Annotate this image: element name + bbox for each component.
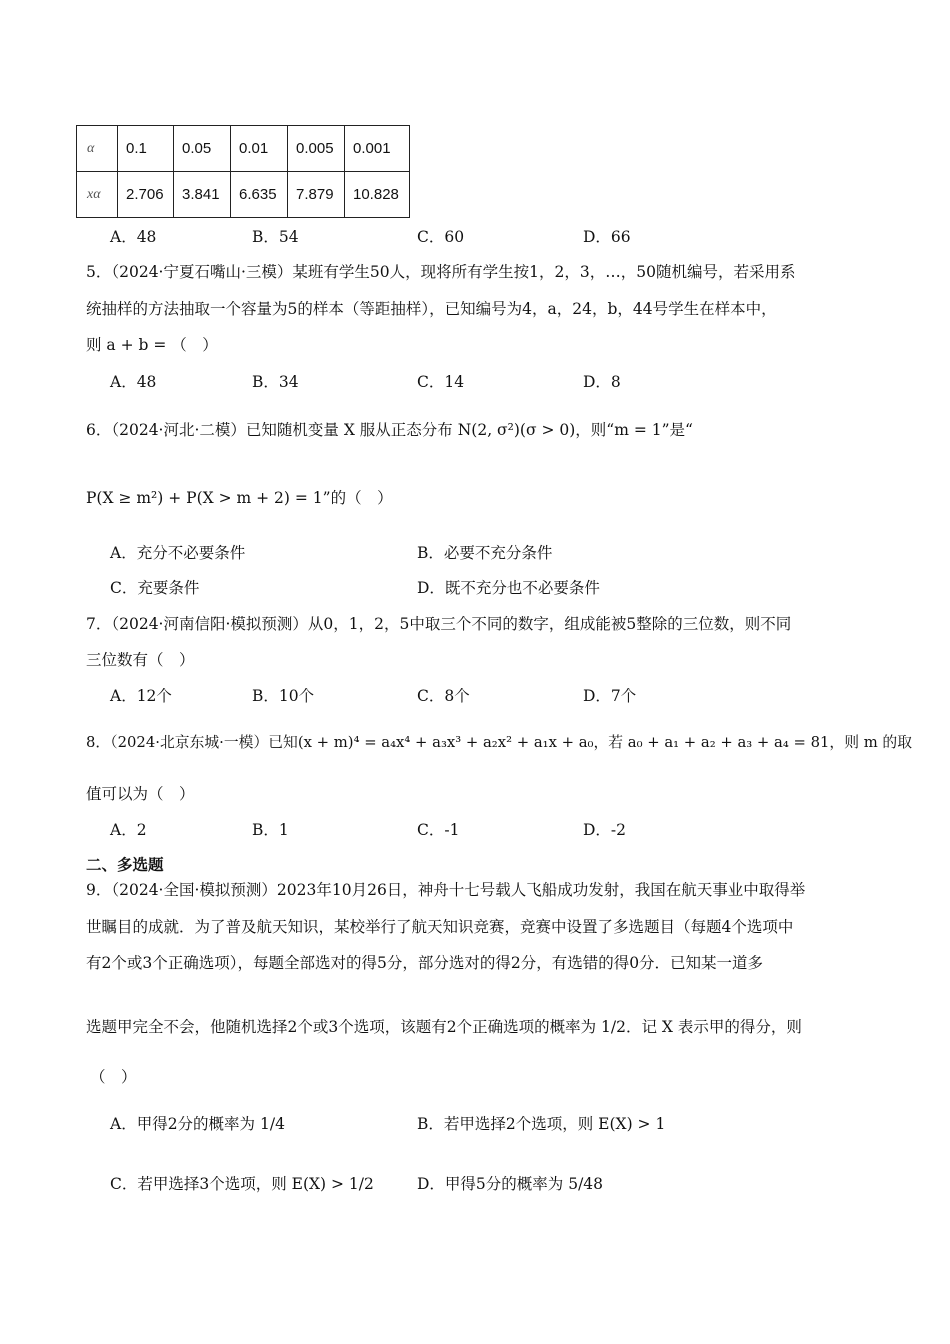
option-c: C．14 (417, 373, 465, 391)
critical-value-table (76, 125, 410, 218)
question-7-line1: 7．（2024·河南信阳·模拟预测）从0，1，2，5中取三个不同的数字，组成能被5整除的三位数，则不同 (86, 615, 792, 633)
question-8-line2: 值可以为（ ） (86, 785, 195, 803)
question-7-line2: 三位数有（ ） (86, 651, 195, 669)
option-a: A．甲得2分的概率为 1/4 (110, 1115, 285, 1133)
table-cell: 0.01 (231, 126, 288, 172)
option-c: C．充要条件 (110, 579, 200, 597)
option-a: A．48 (110, 228, 157, 246)
option-c: C．8个 (417, 687, 470, 705)
option-b: B．34 (252, 373, 299, 391)
option-d: D．8 (583, 373, 621, 391)
table-row (77, 172, 410, 218)
question-9-line5: （ ） (90, 1068, 137, 1086)
table-cell: 0.05 (174, 126, 231, 172)
option-a: A．48 (110, 373, 157, 391)
option-a: A．2 (110, 821, 147, 839)
question-5-line3: 则 a + b = （ ） (86, 336, 218, 354)
option-b: B．10个 (252, 687, 315, 705)
option-b: B．1 (252, 821, 289, 839)
table-cell: 7.879 (288, 172, 345, 218)
option-d: D．既不充分也不必要条件 (417, 579, 600, 597)
option-b: B．必要不充分条件 (417, 544, 553, 562)
option-a: A．充分不必要条件 (110, 544, 246, 562)
question-5-line1: 5．（2024·宁夏石嘴山·三模）某班有学生50人，现将所有学生按1，2，3，…，50随机编号，若采用系 (86, 263, 796, 281)
table-row (77, 126, 410, 172)
table-cell: α (77, 126, 118, 172)
option-d: D．-2 (583, 821, 627, 839)
table-cell: 2.706 (118, 172, 174, 218)
question-8-line1: 8．（2024·北京东城·一模）已知(x + m)⁴ = a₄x⁴ + a₃x³ + a₂x² + a₁x + a₀，若 a₀ + a₁ + a₂ + a₃ + a₄ = 81，则 m 的取 (86, 734, 913, 751)
question-9-line3: 有2个或3个正确选项），每题全部选对的得5分，部分选对的得2分，有选错的得0分．已知某一道多 (86, 954, 764, 972)
option-d: D．66 (583, 228, 631, 246)
option-c: C．-1 (417, 821, 460, 839)
question-6-line1: 6．（2024·河北·二模）已知随机变量 X 服从正态分布 N(2, σ²)(σ > 0)，则“m = 1”是“ (86, 421, 693, 439)
question-9-line2: 世瞩目的成就．为了普及航天知识，某校举行了航天知识竞赛，竞赛中设置了多选题目（每题4个选项中 (86, 918, 794, 936)
option-c: C．60 (417, 228, 465, 246)
question-6-line2: P(X ≥ m²) + P(X > m + 2) = 1”的（ ） (86, 489, 393, 507)
option-b: B．54 (252, 228, 299, 246)
question-9-line4: 选题甲完全不会，他随机选择2个或3个选项，该题有2个正确选项的概率为 1/2．记 X 表示甲的得分，则 (86, 1018, 802, 1036)
section-heading: 二、多选题 (86, 855, 164, 874)
option-d: D．7个 (583, 687, 637, 705)
table-cell: 0.1 (118, 126, 174, 172)
question-5-line2: 统抽样的方法抽取一个容量为5的样本（等距抽样），已知编号为4，a，24，b，44号学生在样本中， (86, 300, 777, 318)
table-cell: xα (77, 172, 118, 218)
option-c: C．若甲选择3个选项，则 E(X) > 1/2 (110, 1175, 374, 1193)
table-cell: 0.005 (288, 126, 345, 172)
table-cell: 3.841 (174, 172, 231, 218)
option-a: A．12个 (110, 687, 172, 705)
table-cell: 10.828 (345, 172, 410, 218)
table-cell: 0.001 (345, 126, 410, 172)
table-cell: 6.635 (231, 172, 288, 218)
question-9-line1: 9．（2024·全国·模拟预测）2023年10月26日，神舟十七号载人飞船成功发射，我国在航天事业中取得举 (86, 881, 806, 899)
option-d: D．甲得5分的概率为 5/48 (417, 1175, 604, 1193)
option-b: B．若甲选择2个选项，则 E(X) > 1 (417, 1115, 666, 1133)
